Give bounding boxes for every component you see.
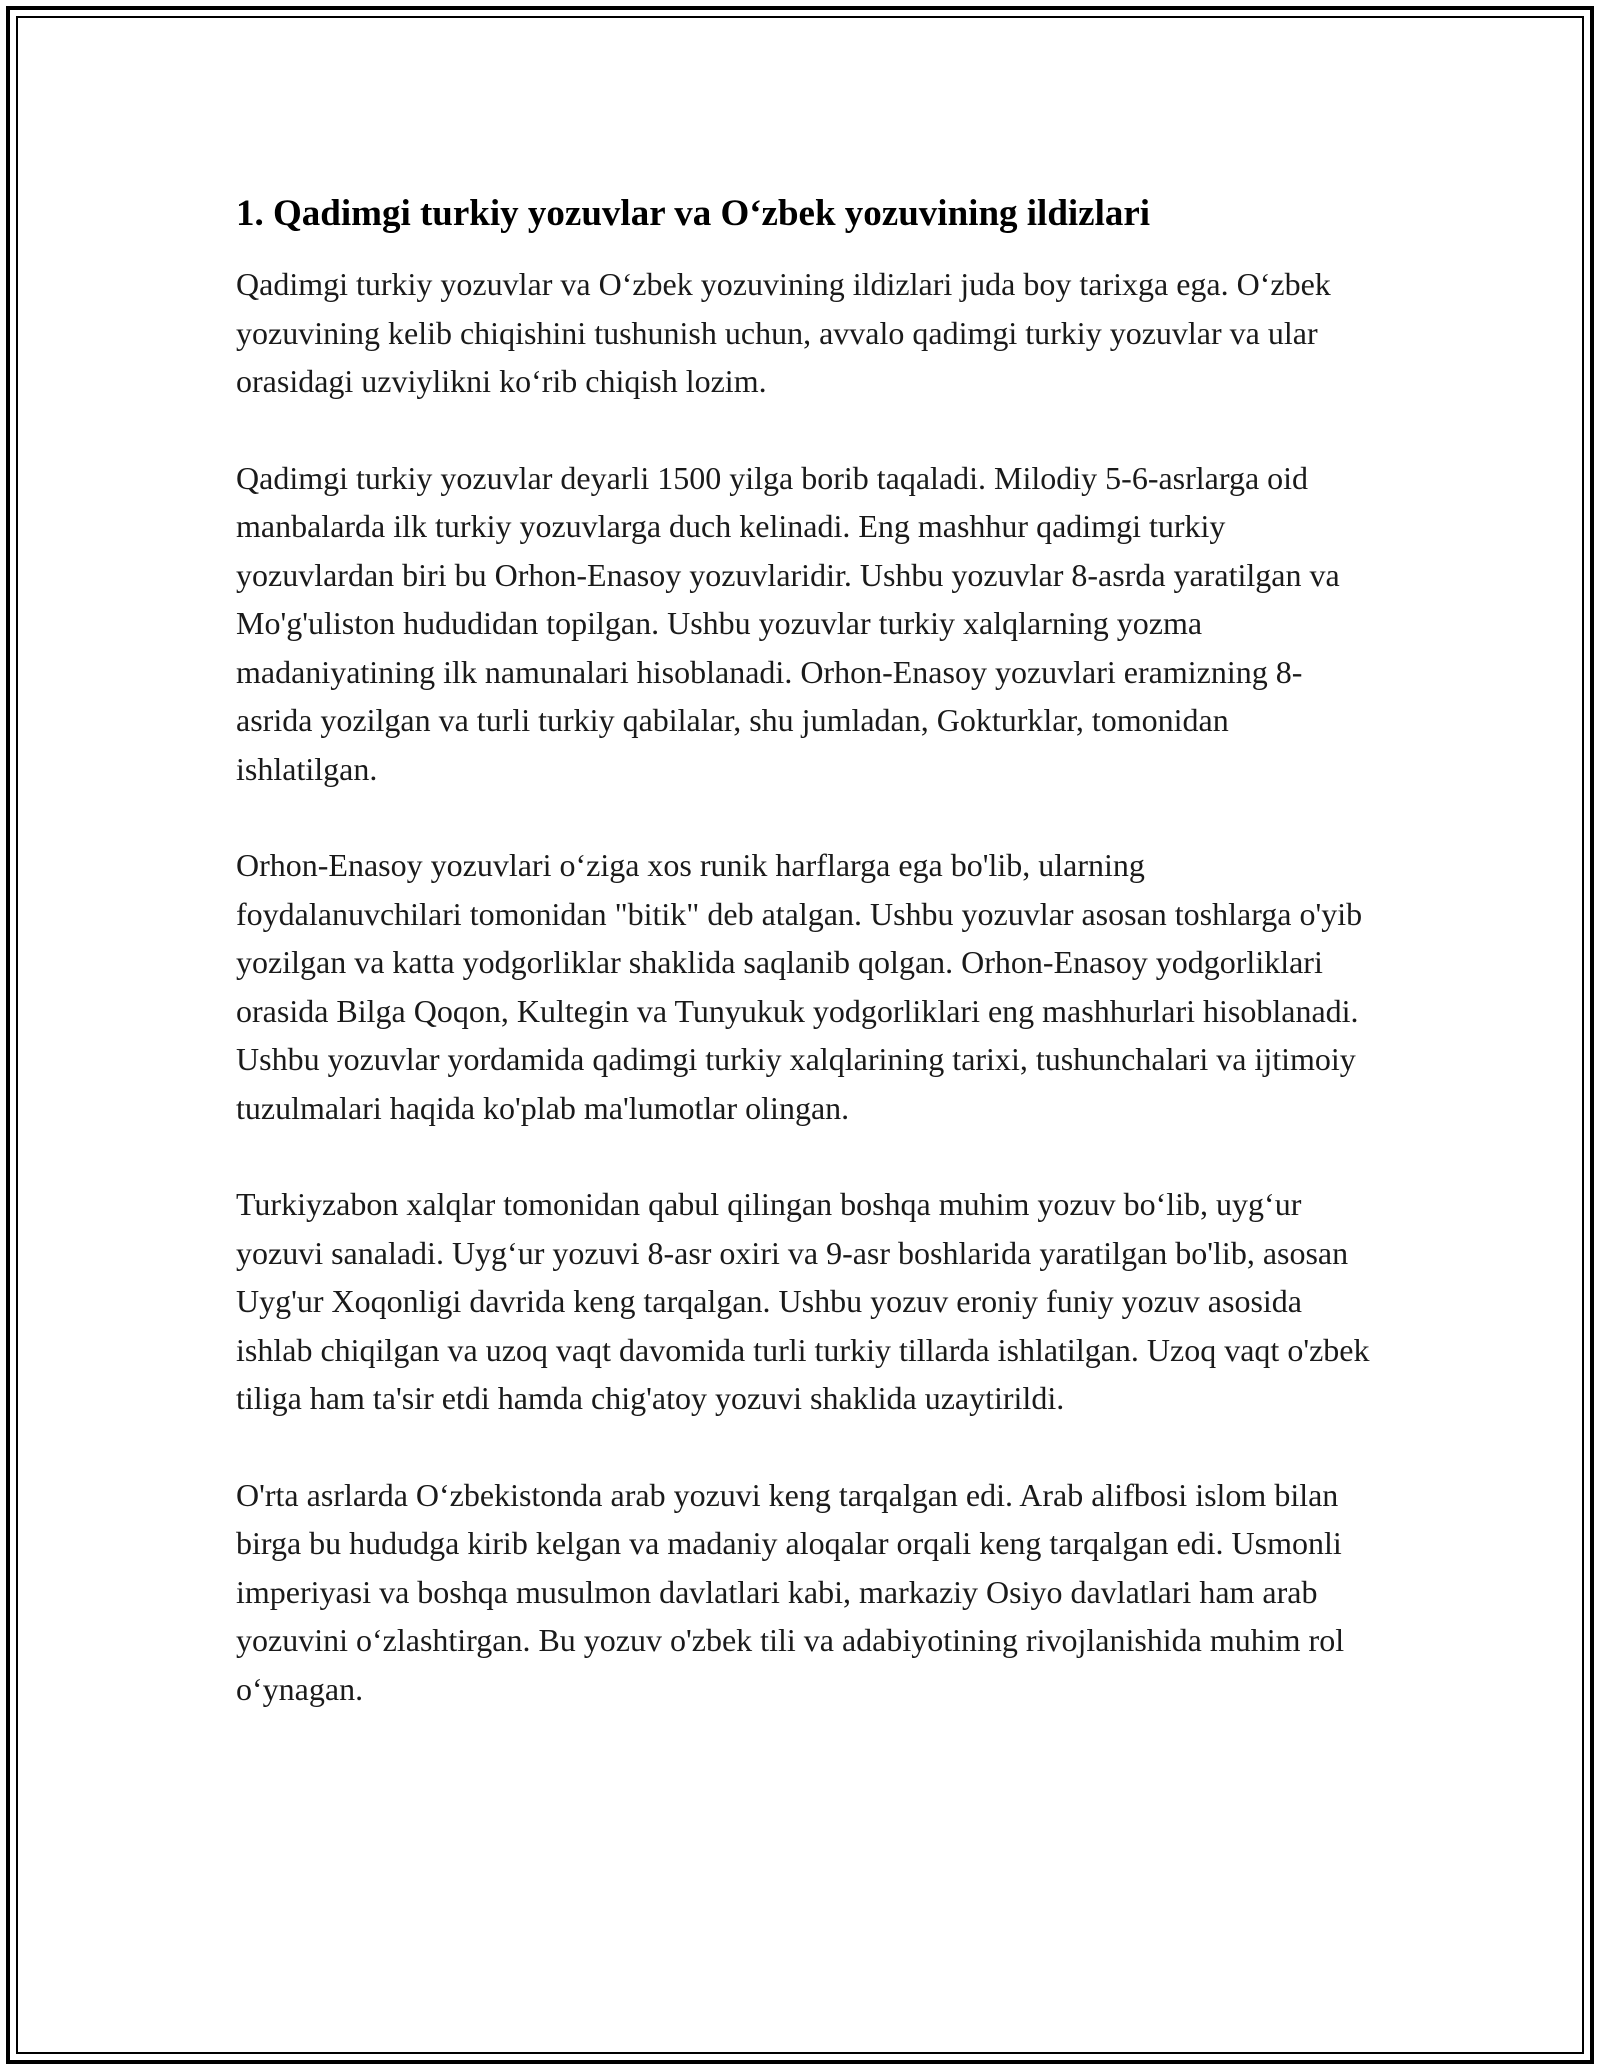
paragraph: Turkiyzabon xalqlar tomonidan qabul qilingan boshqa muhim yozuv bo‘lib, uyg‘ur yozuvi sanaladi. Uyg‘ur yozuvi 8-asr oxiri va 9-asr boshlarida yaratilgan bo'lib, asosan Uyg'ur Xoqonligi davrida keng tarqalgan. Ushbu yozuv eroniy funiy yozuv asosida ishlab chiqilgan va uzoq vaqt davomida turli turkiy tillarda ishlatilgan. Uzoq vaqt o'zbek tiliga ham ta'sir etdi hamda chig'atoy yozuvi shaklida uzaytirildi. — [236, 1186, 1370, 1416]
document-body — [236, 190, 1376, 1761]
paragraph: Qadimgi turkiy yozuvlar deyarli 1500 yilga borib taqaladi. Milodiy 5-6-asrlarga oid manbalarda ilk turkiy yozuvlarga duch kelinadi. Eng mashhur qadimgi turkiy yozuvlardan biri bu Orhon-Enasoy yozuvlaridir. Ushbu yozuvlar 8-asrda yaratilgan va Mo'g'uliston hududidan topilgan. Ushbu yozuvlar turkiy xalqlarning yozma madaniyatining ilk namunalari hisoblanadi. Orhon-Enasoy yozuvlari eramizning 8-asrida yozilgan va turli turkiy qabilalar, shu jumladan, Gokturklar, tomonidan ishlatilgan. — [236, 459, 1340, 787]
paragraph: Qadimgi turkiy yozuvlar va O‘zbek yozuvining ildizlari juda boy tarixga ega. O‘zbek yozuvining kelib chiqishini tushunish uchun, avvalo qadimgi turkiy yozuvlar va ular orasidagi uzviylikni ko‘rib chiqish lozim. — [236, 266, 1331, 399]
document-title: 1. Qadimgi turkiy yozuvlar va O‘zbek yozuvining ildizlari — [236, 193, 1151, 234]
paragraph: Orhon-Enasoy yozuvlari o‘ziga xos runik harflarga ega bo'lib, ularning foydalanuvchilari tomonidan "bitik" deb atalgan. Ushbu yozuvlar asosan toshlarga o'yib yozilgan va katta yodgorliklar shaklida saqlanib qolgan. Orhon-Enasoy yodgorliklari orasida Bilga Qoqon, Kultegin va Tunyukuk yodgorliklari eng mashhurlari hisoblanadi. Ushbu yozuvlar yordamida qadimgi turkiy xalqlarining tarixi, tushunchalari va ijtimoiy tuzulmalari haqida ko'plab ma'lumotlar olingan. — [236, 847, 1363, 1126]
paragraph: O'rta asrlarda O‘zbekistonda arab yozuvi keng tarqalgan edi. Arab alifbosi islom bilan birga bu hududga kirib kelgan va madaniy aloqalar orqali keng tarqalgan edi. Usmonli imperiyasi va boshqa musulmon davlatlari kabi, markaziy Osiyo davlatlari ham arab yozuvini o‘zlashtirgan. Bu yozuv o'zbek tili va adabiyotining rivojlanishida muhim rol o‘ynagan. — [236, 1476, 1345, 1707]
